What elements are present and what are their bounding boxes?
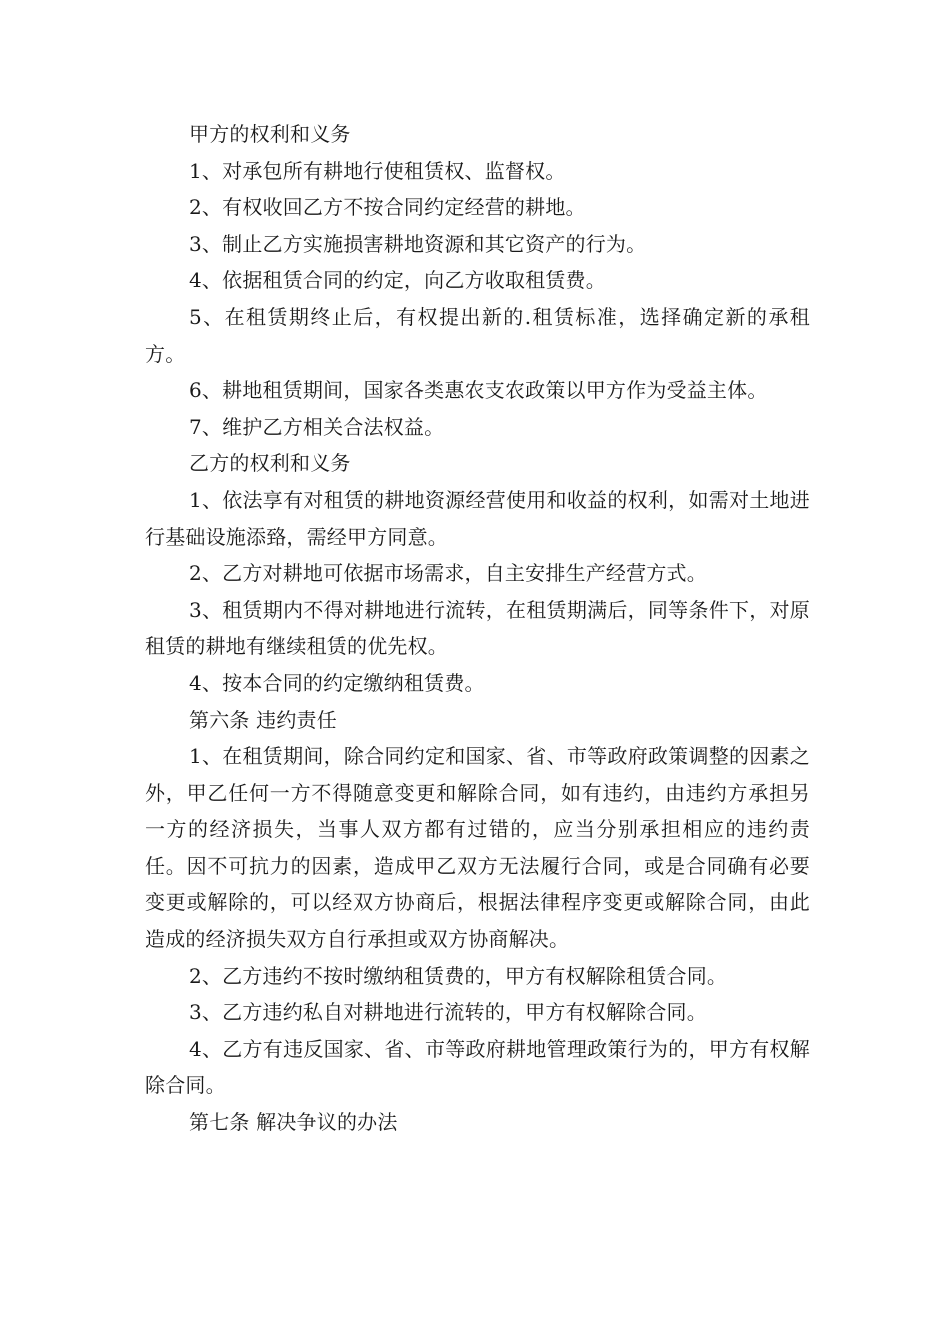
paragraph-b1: 1、依法享有对租赁的耕地资源经营使用和收益的权利，如需对土地进行基础设施添臵，需经甲方同意。 [145, 487, 810, 549]
paragraph-breach-1: 1、在租赁期间，除合同约定和国家、省、市等政府政策调整的因素之外，甲乙任何一方不得随意变更和解除合同，如有违约，由违约方承担另一方的经济损失，当事人双方都有过错的，应当分别承担相应的违约责任。因不可抗力的因素，造成甲乙双方无法履行合同，或是合同确有必要变更或解除的，可以经双方协商后，根据法律程序变更或解除合同，由此造成的经济损失双方自行承担或双方协商解决。 [145, 744, 810, 952]
paragraph-b3: 3、租赁期内不得对耕地进行流转，在租赁期满后，同等条件下，对原租赁的耕地有继续租赁的优先权。 [145, 597, 810, 659]
paragraph-breach-3: 3、乙方违约私自对耕地进行流转的，甲方有权解除合同。 [189, 1000, 707, 1025]
paragraph-breach-2: 2、乙方违约不按时缴纳租赁费的，甲方有权解除租赁合同。 [189, 963, 728, 988]
article-heading-7: 第七条 解决争议的办法 [189, 1110, 398, 1135]
paragraph-b2: 2、乙方对耕地可依据市场需求，自主安排生产经营方式。 [189, 561, 707, 586]
paragraph-a3: 3、制止乙方实施损害耕地资源和其它资产的行为。 [189, 231, 647, 256]
document-body [145, 116, 810, 1141]
paragraph-a5: 5、在租赁期终止后，有权提出新的.租赁标准，选择确定新的承租方。 [145, 304, 810, 366]
paragraph-breach-4: 4、乙方有违反国家、省、市等政府耕地管理政策行为的，甲方有权解除合同。 [145, 1036, 810, 1098]
paragraph-a4: 4、依据租赁合同的约定，向乙方收取租赁费。 [189, 268, 606, 293]
section-heading-party-a: 甲方的权利和义务 [189, 122, 351, 146]
paragraph-a2: 2、有权收回乙方不按合同约定经营的耕地。 [189, 195, 586, 220]
paragraph-a6: 6、耕地租赁期间，国家各类惠农支农政策以甲方作为受益主体。 [189, 378, 768, 403]
section-heading-party-b: 乙方的权利和义务 [189, 451, 351, 476]
paragraph-a1: 1、对承包所有耕地行使租赁权、监督权。 [189, 158, 566, 183]
paragraph-b4: 4、按本合同的约定缴纳租赁费。 [189, 670, 485, 695]
article-heading-6: 第六条 违约责任 [189, 707, 337, 732]
paragraph-a7: 7、维护乙方相关合法权益。 [189, 414, 445, 439]
